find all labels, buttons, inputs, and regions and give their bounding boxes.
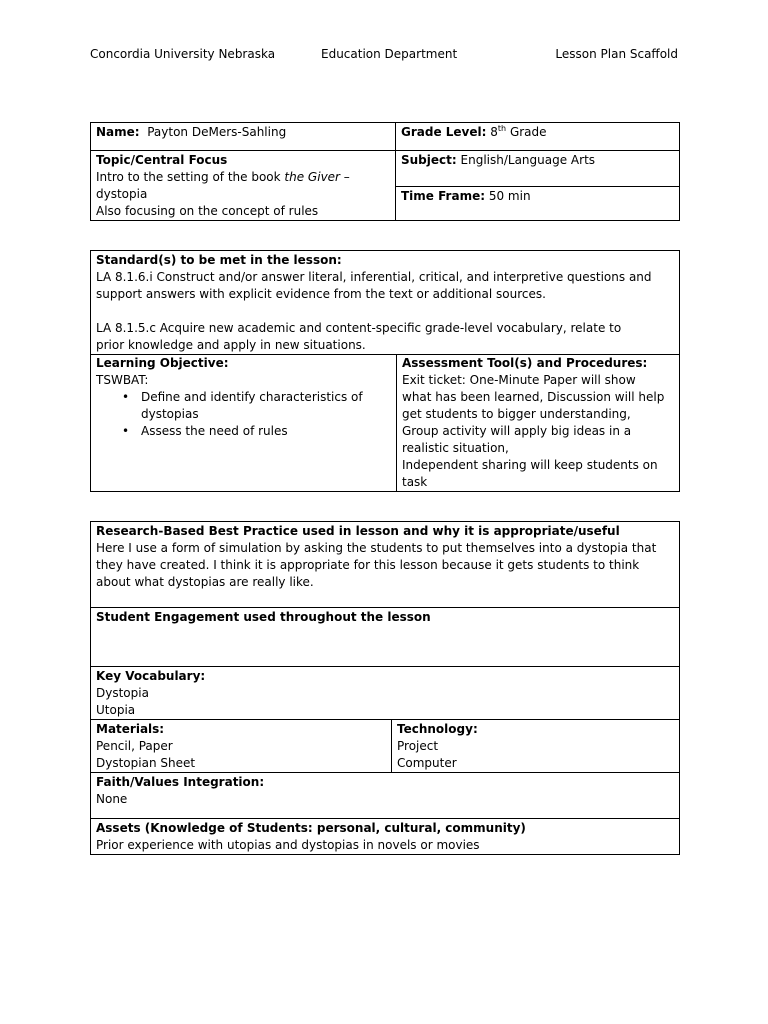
faith-cell	[91, 773, 680, 819]
grade-number: 8	[490, 125, 498, 139]
assessment-line: task	[402, 475, 428, 489]
standard-2-line-1: LA 8.1.5.c Acquire new academic and content-specific grade-level vocabulary, relate to	[96, 321, 622, 335]
practice-cell	[91, 522, 680, 608]
materials-cell	[91, 720, 392, 773]
department-name: Education Department	[321, 47, 458, 61]
standard-1-line-1: LA 8.1.6.i Construct and/or answer literal, inferential, critical, and interpretive questions and	[96, 270, 652, 284]
faith-value: None	[96, 792, 128, 806]
subject-cell	[396, 151, 680, 187]
grade-suffix: th	[497, 124, 507, 133]
time-value: 50 min	[488, 188, 531, 203]
objective-item-1: • Define and identify characteristics of dystopias	[141, 389, 391, 423]
page-header	[90, 46, 678, 64]
technology-label: Technology:	[397, 722, 478, 736]
practice-table	[90, 521, 680, 855]
time-label: Time Frame:	[401, 188, 486, 203]
vocabulary-cell	[91, 667, 680, 720]
practice-label: Research-Based Best Practice used in lesson and why it is appropriate/useful	[96, 524, 620, 538]
topic-label: Topic/Central Focus	[96, 153, 228, 167]
technology-item: Computer	[397, 756, 457, 770]
university-name: Concordia University Nebraska	[90, 47, 276, 61]
vocabulary-item: Dystopia	[96, 686, 149, 700]
assessment-line: Exit ticket: One-Minute Paper will show	[402, 373, 636, 387]
standard-2-line-2: prior knowledge and apply in new situations.	[96, 338, 366, 352]
book-title: the Giver	[284, 170, 340, 184]
materials-item: Dystopian Sheet	[96, 756, 196, 770]
subject-value: English/Language Arts	[460, 153, 596, 167]
name-cell	[91, 123, 396, 151]
topic-cell	[91, 151, 396, 221]
materials-label: Materials:	[96, 722, 165, 736]
assets-cell	[91, 819, 680, 855]
practice-line: Here I use a form of simulation by asking the students to put themselves into a dystopia that	[96, 541, 657, 555]
info-table	[90, 122, 680, 221]
objective-list	[96, 389, 391, 440]
objective-item-2: • Assess the need of rules	[141, 423, 391, 440]
assessment-line: Group activity will apply big ideas in a	[402, 424, 632, 438]
assessment-cell	[397, 355, 680, 492]
topic-line-2: dystopia	[96, 187, 148, 201]
vocabulary-item: Utopia	[96, 703, 136, 717]
assets-label: Assets (Knowledge of Students: personal, cultural, community)	[96, 821, 526, 835]
standard-1-line-2: support answers with explicit evidence from the text or additional sources.	[96, 287, 546, 301]
document-type: Lesson Plan Scaffold	[555, 47, 678, 61]
standards-cell	[91, 251, 680, 355]
grade-word: Grade	[509, 125, 547, 139]
assets-value: Prior experience with utopias and dystopias in novels or movies	[96, 838, 480, 852]
topic-line-1: Intro to the setting of the book the Giver –	[96, 170, 350, 184]
technology-cell	[392, 720, 680, 773]
topic-line-3: Also focusing on the concept of rules	[96, 204, 319, 218]
engagement-label: Student Engagement used throughout the lesson	[96, 610, 431, 624]
time-cell	[396, 186, 680, 221]
objective-label: Learning Objective:	[96, 356, 229, 370]
practice-line: about what dystopias are really like.	[96, 575, 314, 589]
objective-intro: TSWBAT:	[96, 373, 149, 387]
name-value: Payton DeMers-Sahling	[147, 125, 287, 139]
standards-table	[90, 250, 680, 492]
name-label: Name:	[96, 125, 140, 139]
practice-line: they have created. I think it is appropriate for this lesson because it gets students to think	[96, 558, 640, 572]
grade-cell	[396, 123, 680, 151]
standards-label: Standard(s) to be met in the lesson:	[96, 253, 342, 267]
assessment-line: realistic situation,	[402, 441, 509, 455]
assessment-label: Assessment Tool(s) and Procedures:	[402, 356, 648, 370]
faith-label: Faith/Values Integration:	[96, 775, 265, 789]
subject-label: Subject:	[401, 153, 457, 167]
technology-item: Project	[397, 739, 439, 753]
engagement-cell	[91, 608, 680, 667]
objective-cell	[91, 355, 397, 492]
vocabulary-label: Key Vocabulary:	[96, 669, 206, 683]
assessment-line: get students to bigger understanding,	[402, 407, 631, 421]
grade-label: Grade Level:	[401, 125, 487, 139]
assessment-line: Independent sharing will keep students on	[402, 458, 658, 472]
materials-item: Pencil, Paper	[96, 739, 173, 753]
assessment-line: what has been learned, Discussion will help	[402, 390, 665, 404]
